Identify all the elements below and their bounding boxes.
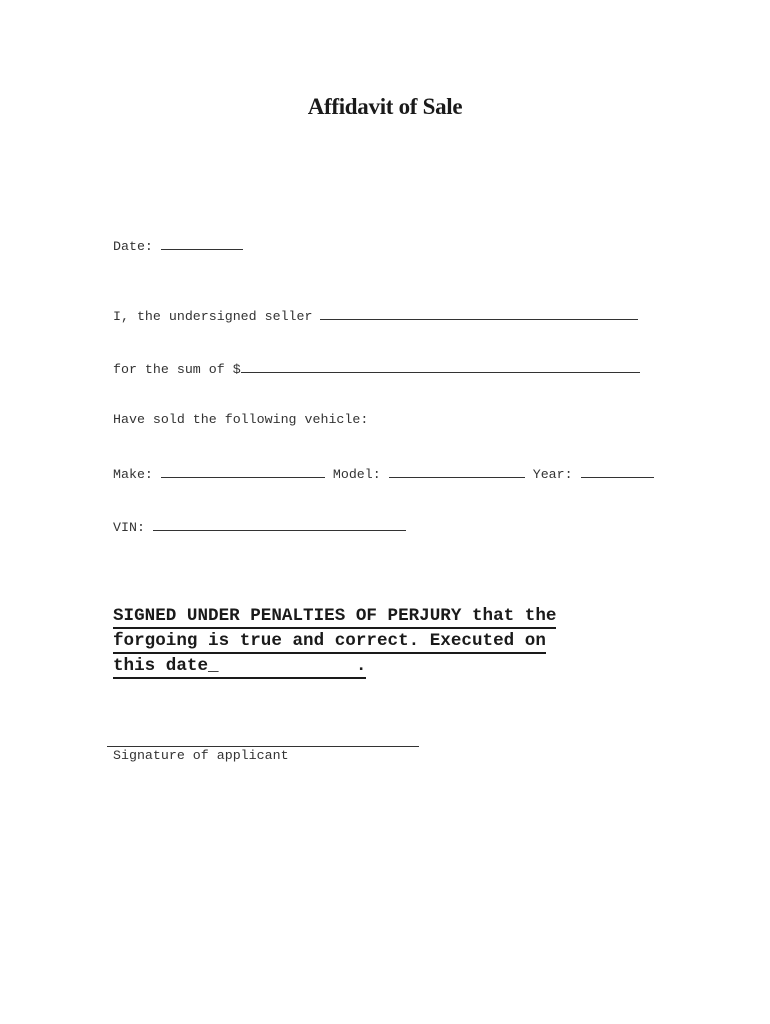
year-blank[interactable] — [581, 465, 654, 478]
model-label: Model: — [324, 467, 389, 482]
perjury-line-3-prefix: this date_ — [113, 656, 219, 676]
signature-label: Signature of applicant — [113, 748, 289, 763]
executed-date-blank[interactable] — [219, 656, 356, 676]
signature-line[interactable] — [107, 746, 419, 747]
perjury-line-2: forgoing is true and correct. Executed on — [113, 631, 546, 654]
make-blank[interactable] — [161, 465, 325, 478]
perjury-line-3-suffix: . — [355, 656, 367, 676]
perjury-line-3 — [113, 656, 366, 679]
sum-blank[interactable] — [241, 360, 640, 373]
seller-blank[interactable] — [320, 307, 638, 320]
seller-label: I, the undersigned seller — [113, 309, 321, 324]
make-model-year-row — [113, 465, 654, 483]
perjury-line-1: SIGNED UNDER PENALTIES OF PERJURY that the — [113, 606, 556, 629]
date-blank[interactable] — [161, 237, 243, 250]
vin-row — [113, 518, 406, 536]
vehicle-row — [113, 412, 368, 428]
date-row — [113, 237, 243, 255]
make-label: Make: — [113, 467, 161, 482]
model-blank[interactable] — [389, 465, 525, 478]
perjury-statement — [113, 604, 556, 679]
seller-row — [113, 307, 638, 325]
date-label: Date: — [113, 239, 161, 254]
sum-label: for the sum of $ — [113, 362, 241, 377]
vin-label: VIN: — [113, 520, 153, 535]
vehicle-label: Have sold the following vehicle: — [113, 412, 369, 427]
document-title: Affidavit of Sale — [307, 94, 463, 119]
year-label: Year: — [524, 467, 581, 482]
vin-blank[interactable] — [153, 518, 406, 531]
sum-row — [113, 360, 640, 378]
